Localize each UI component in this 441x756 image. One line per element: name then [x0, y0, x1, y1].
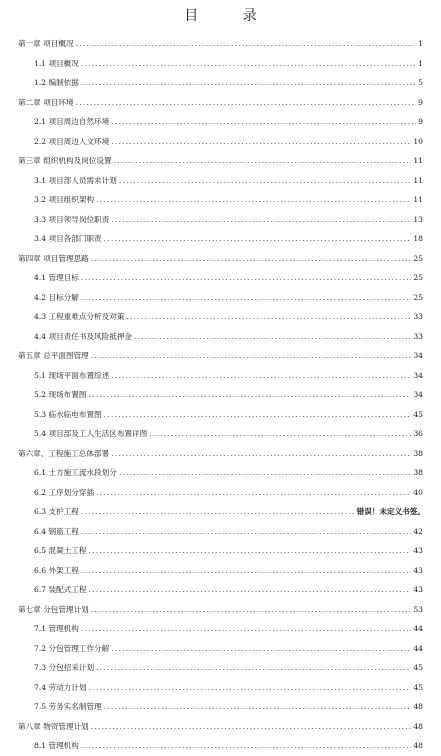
toc-entry-label: 第三章 组织机构及岗位设置 [18, 156, 112, 165]
toc-dot-leader [81, 502, 355, 522]
toc-section-entry[interactable] [0, 580, 441, 600]
toc-entry-error-text: 错误！未定义书签。 [356, 507, 425, 516]
toc-section-entry[interactable] [0, 697, 441, 717]
toc-dot-leader [111, 210, 411, 230]
toc-entry-page-number: 9 [418, 97, 423, 107]
toc-entry-page-number: 33 [413, 331, 423, 341]
toc-dot-leader [134, 327, 411, 347]
toc-dot-leader [126, 307, 411, 327]
toc-chapter-entry[interactable] [0, 717, 441, 737]
toc-section-entry[interactable] [0, 541, 441, 561]
toc-section-entry[interactable] [0, 678, 441, 698]
toc-dot-leader [111, 366, 411, 386]
toc-section-entry[interactable] [0, 229, 441, 249]
toc-entry-label: 5.1 现场平面布置综述 [34, 370, 110, 380]
toc-entry-page-number: 48 [413, 721, 423, 731]
toc-entry-label: 3.2 项目组织架构 [34, 195, 95, 204]
toc-entry-label: 第四章 项目管理思路 [18, 253, 89, 263]
toc-entry-page-number: 43 [413, 546, 423, 555]
toc-dot-leader [81, 736, 411, 756]
toc-section-entry[interactable] [0, 288, 441, 308]
toc-entry-label: 3.3 项目领导岗位职责 [34, 214, 110, 224]
toc-entry-page-number: 34 [413, 370, 423, 380]
toc-chapter-entry[interactable] [0, 600, 441, 620]
toc-section-entry[interactable] [0, 327, 441, 347]
toc-entry-page-number: 45 [413, 663, 423, 672]
toc-entry-label: 第六章、工程施工总体部署 [18, 448, 110, 458]
toc-dot-leader [88, 580, 411, 600]
toc-entry-label: 5.3 临水临电布置图 [34, 409, 102, 419]
toc-dot-leader [91, 346, 412, 366]
toc-dot-leader [81, 54, 416, 74]
toc-entry-page-number: 11 [413, 175, 423, 185]
toc-section-entry[interactable] [0, 385, 441, 405]
toc-entry-label: 6.6 外架工程 [34, 565, 79, 575]
toc-entry-label: 第七章 分包管理计划 [18, 604, 89, 614]
toc-entry-label: 2.2 项目周边人文环境 [34, 136, 110, 146]
toc-entry-page-number: 42 [413, 526, 423, 536]
toc-chapter-entry[interactable] [0, 34, 441, 54]
toc-dot-leader [81, 561, 411, 581]
toc-chapter-entry[interactable] [0, 249, 441, 269]
toc-section-entry[interactable] [0, 171, 441, 191]
toc-dot-leader [81, 73, 416, 93]
toc-entry-label: 6.5 混凝土工程 [34, 546, 87, 555]
toc-dot-leader [104, 229, 412, 249]
toc-section-entry[interactable] [0, 190, 441, 210]
toc-chapter-entry[interactable] [0, 93, 441, 113]
toc-dot-leader [149, 424, 411, 444]
toc-entry-label: 5.2 现场布置图 [34, 390, 87, 399]
toc-entry-page-number: 40 [413, 487, 423, 497]
toc-entry-label: 7.3 分包招采计划 [34, 663, 95, 672]
toc-entry-page-number: 36 [413, 429, 423, 438]
toc-entry-label: 5.4 项目部及工人生活区布置详图 [34, 429, 148, 438]
toc-entry-label: 6.7 装配式工程 [34, 585, 87, 594]
toc-entry-label: 7.1 管理机构 [34, 624, 79, 633]
toc-entry-page-number: 48 [413, 741, 423, 750]
toc-dot-leader [91, 717, 412, 737]
toc-entry-label: 1.1 项目概况 [34, 58, 79, 68]
toc-entry-page-number: 45 [413, 409, 423, 419]
toc-entry-page-number: 13 [413, 214, 423, 224]
toc-dot-leader [111, 639, 411, 659]
toc-section-entry[interactable] [0, 307, 441, 327]
toc-entry-page-number: 38 [413, 468, 423, 477]
toc-entry-label: 7.5 劳务实名制管理 [34, 702, 102, 711]
toc-section-entry[interactable] [0, 736, 441, 756]
toc-dot-leader [88, 541, 411, 561]
toc-entry-page-number: 53 [413, 604, 423, 614]
toc-entry-page-number: 5 [418, 78, 423, 87]
toc-dot-leader [111, 132, 411, 152]
toc-entry-label: 6.3 支护工程 [34, 507, 79, 516]
toc-entry-label: 7.4 劳动力计划 [34, 682, 87, 692]
toc-entry-page-number: 25 [413, 273, 423, 282]
toc-entry-label: 6.2 工序划分穿插 [34, 487, 95, 497]
table-of-contents [0, 34, 441, 756]
toc-dot-leader [81, 619, 411, 639]
toc-dot-leader [119, 171, 411, 191]
toc-dot-leader [104, 405, 412, 425]
toc-entry-label: 3.4 项目各部门职责 [34, 234, 102, 243]
toc-dot-leader [96, 658, 411, 678]
toc-entry-label: 8.1 管理机构 [34, 741, 79, 750]
toc-section-entry[interactable] [0, 54, 441, 74]
toc-section-entry[interactable] [0, 561, 441, 581]
toc-section-entry[interactable] [0, 210, 441, 230]
toc-entry-label: 第八章 物资管理计划 [18, 721, 89, 731]
toc-entry-label: 4.2 目标分解 [34, 292, 79, 302]
toc-dot-leader [91, 249, 412, 269]
toc-section-entry[interactable] [0, 424, 441, 444]
toc-entry-page-number: 11 [413, 195, 423, 204]
toc-entry-label: 4.3 工程重难点分析及对策 [34, 312, 125, 321]
toc-dot-leader [81, 522, 411, 542]
toc-section-entry[interactable] [0, 483, 441, 503]
toc-entry-label: 4.1 管理目标 [34, 273, 79, 282]
toc-section-entry[interactable] [0, 502, 441, 522]
toc-entry-page-number: 44 [413, 624, 423, 633]
toc-dot-leader [111, 112, 416, 132]
toc-entry-page-number: 48 [413, 702, 423, 711]
toc-chapter-entry[interactable] [0, 346, 441, 366]
toc-section-entry[interactable] [0, 658, 441, 678]
toc-section-entry[interactable] [0, 112, 441, 132]
toc-section-entry[interactable] [0, 268, 441, 288]
toc-entry-page-number: 9 [418, 117, 423, 126]
toc-dot-leader [114, 151, 412, 171]
toc-entry-label: 7.2 分包管理工作分解 [34, 643, 110, 653]
toc-entry-page-number: 18 [413, 234, 423, 243]
toc-dot-leader [88, 385, 411, 405]
toc-entry-page-number: 34 [413, 351, 423, 360]
toc-entry-page-number: 1 [418, 58, 423, 68]
toc-dot-leader [88, 678, 411, 698]
toc-chapter-entry[interactable] [0, 151, 441, 171]
toc-entry-page-number: 34 [413, 390, 423, 399]
toc-dot-leader [119, 463, 411, 483]
toc-entry-page-number: 10 [413, 136, 423, 146]
toc-entry-page-number: 33 [413, 312, 423, 321]
toc-entry-page-number: 43 [413, 565, 423, 575]
toc-dot-leader [81, 268, 411, 288]
toc-entry-page-number: 25 [413, 253, 423, 263]
toc-entry-label: 1.2 编制依据 [34, 78, 79, 87]
toc-entry-page-number: 38 [413, 448, 423, 458]
toc-chapter-entry[interactable] [0, 444, 441, 464]
toc-entry-label: 第一章 项目概况 [18, 39, 74, 48]
toc-dot-leader [104, 697, 412, 717]
toc-dot-leader [91, 600, 412, 620]
toc-entry-label: 第五章 总平面图管理 [18, 351, 89, 360]
toc-dot-leader [76, 93, 417, 113]
toc-dot-leader [81, 288, 411, 308]
toc-section-entry[interactable] [0, 463, 441, 483]
toc-section-entry[interactable] [0, 132, 441, 152]
toc-section-entry[interactable] [0, 366, 441, 386]
toc-entry-label: 6.1 土方施工流水段划分 [34, 468, 117, 477]
toc-entry-page-number: 44 [413, 643, 423, 653]
toc-entry-page-number: 1 [418, 39, 423, 48]
toc-section-entry[interactable] [0, 73, 441, 93]
toc-entry-label: 6.4 钢筋工程 [34, 526, 79, 536]
toc-section-entry[interactable] [0, 405, 441, 425]
toc-entry-label: 3.1 项目部人员需求计划 [34, 175, 117, 185]
toc-entry-page-number: 11 [413, 156, 423, 165]
toc-section-entry[interactable] [0, 639, 441, 659]
toc-entry-page-number: 25 [413, 292, 423, 302]
toc-entry-page-number: 45 [413, 682, 423, 692]
toc-dot-leader [96, 483, 411, 503]
toc-section-entry[interactable] [0, 522, 441, 542]
toc-dot-leader [111, 444, 411, 464]
toc-dot-leader [96, 190, 411, 210]
toc-entry-label: 4.4 项目责任书及风险抵押金 [34, 331, 133, 341]
toc-dot-leader [76, 34, 417, 54]
toc-title: 目 录 [184, 8, 277, 24]
toc-entry-page-number: 43 [413, 585, 423, 594]
toc-section-entry[interactable] [0, 619, 441, 639]
toc-entry-label: 第二章 项目环境 [18, 97, 74, 107]
toc-entry-label: 2.1 项目周边自然环境 [34, 117, 110, 126]
